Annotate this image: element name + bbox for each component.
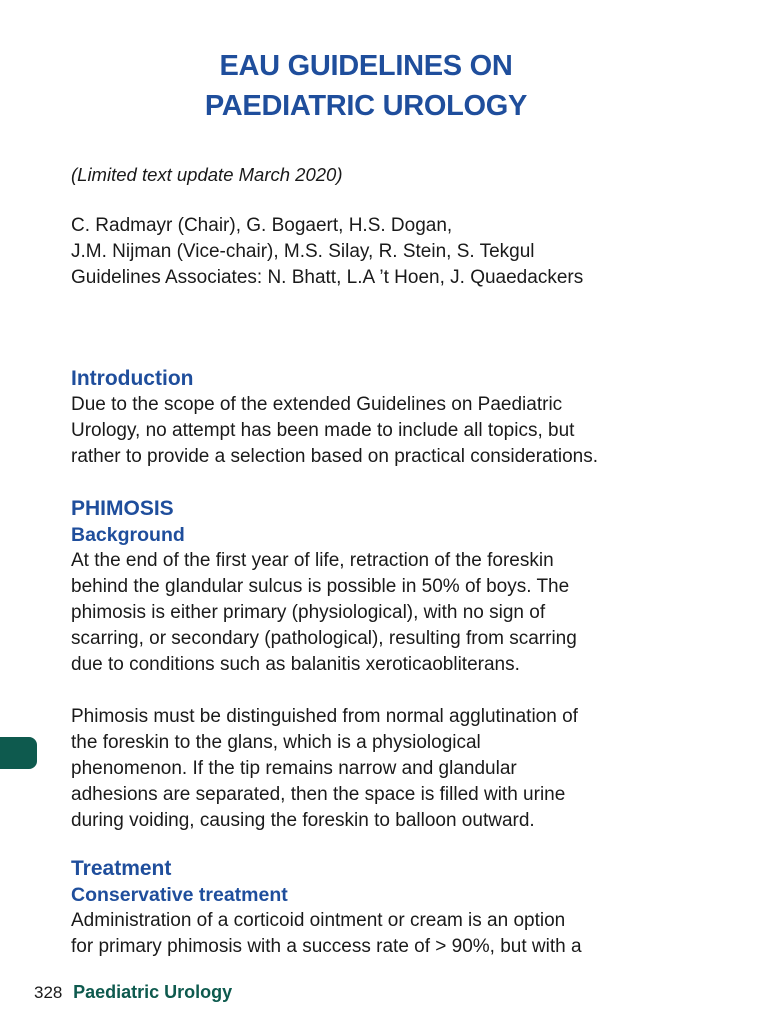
text-line: due to conditions such as balanitis xeroticaobliterans. <box>71 654 520 675</box>
treatment-section <box>71 856 671 960</box>
text-line: Phimosis must be distinguished from normal agglutination of <box>71 706 578 727</box>
page-footer <box>34 980 232 1005</box>
phimosis-section <box>71 496 671 834</box>
page-number: 328 <box>34 983 63 1002</box>
update-note: (Limited text update March 2020) <box>71 164 343 185</box>
text-line: Administration of a corticoid ointment or cream is an option <box>71 910 566 931</box>
authors-line-2: J.M. Nijman (Vice-chair), M.S. Silay, R. Stein, S. Tekgul <box>71 241 535 262</box>
background-heading: Background <box>71 524 185 546</box>
chapter-thumb-tab <box>0 737 37 769</box>
treatment-heading: Treatment <box>71 857 172 880</box>
conservative-treatment-heading: Conservative treatment <box>71 884 288 906</box>
text-line: phimosis is either primary (physiological), with no sign of <box>71 602 546 623</box>
text-line: adhesions are separated, then the space is filled with urine <box>71 784 566 805</box>
text-line: scarring, or secondary (pathological), resulting from scarring <box>71 628 577 649</box>
document-title <box>0 46 732 126</box>
footer-book-title: Paediatric Urology <box>73 982 233 1002</box>
introduction-section <box>71 366 671 470</box>
text-line: behind the glandular sulcus is possible in 50% of boys. The <box>71 576 570 597</box>
text-line: for primary phimosis with a success rate of > 90%, but with a <box>71 936 582 957</box>
phimosis-heading: PHIMOSIS <box>71 497 174 520</box>
phimosis-paragraph-2 <box>71 704 671 834</box>
phimosis-paragraph-1 <box>71 548 671 678</box>
text-line: Due to the scope of the extended Guidelines on Paediatric <box>71 394 563 415</box>
text-line: rather to provide a selection based on practical considerations. <box>71 446 599 467</box>
title-line-1: EAU GUIDELINES ON <box>219 50 513 82</box>
introduction-paragraph <box>71 392 671 470</box>
authors-block <box>71 213 583 291</box>
introduction-heading: Introduction <box>71 367 194 390</box>
treatment-paragraph <box>71 908 671 960</box>
text-line: At the end of the first year of life, retraction of the foreskin <box>71 550 554 571</box>
authors-line-3: Guidelines Associates: N. Bhatt, L.A ’t Hoen, J. Quaedackers <box>71 267 584 288</box>
text-line: the foreskin to the glans, which is a physiological <box>71 732 481 753</box>
authors-line-1: C. Radmayr (Chair), G. Bogaert, H.S. Dogan, <box>71 215 453 236</box>
title-line-2: PAEDIATRIC UROLOGY <box>204 90 528 122</box>
text-line: Urology, no attempt has been made to include all topics, but <box>71 420 575 441</box>
text-line: during voiding, causing the foreskin to balloon outward. <box>71 810 535 831</box>
text-line: phenomenon. If the tip remains narrow and glandular <box>71 758 517 779</box>
